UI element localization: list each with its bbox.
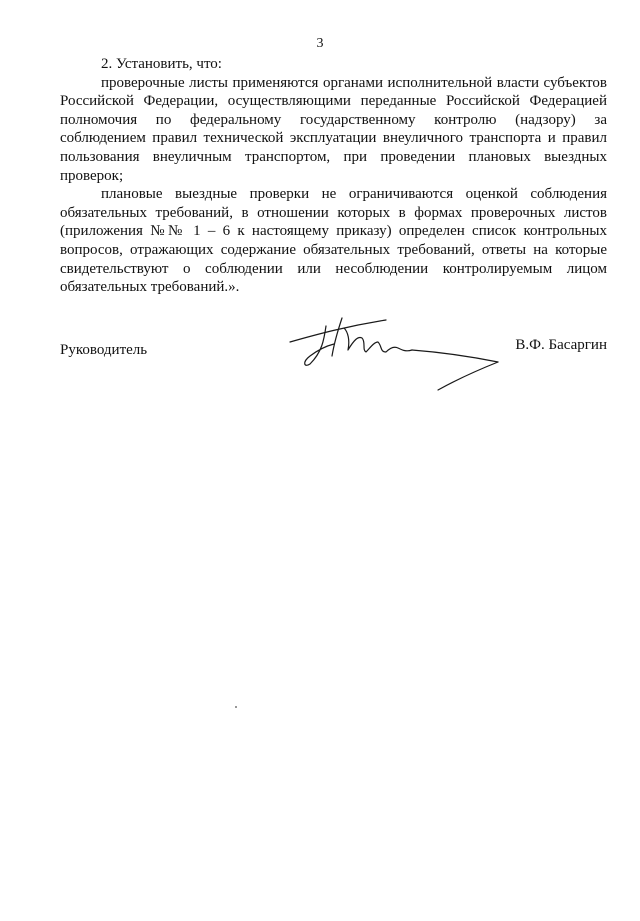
- paragraph-3: плановые выездные проверки не ограничиваются оценкой соблюдения обязательных требований, в отношении которых в формах проверочных листов (приложения №№ 1 – 6 к настоящему приказу) определен список контрольных вопросов, отражающих содержание обязательных требований, ответы на которые свидетельствуют о соблюдении или несоблюдении контролируемым лицом обязательных требований.».: [60, 186, 607, 296]
- signatory-role: Руководитель: [60, 342, 148, 358]
- signature-block: [60, 310, 607, 400]
- body-text: [60, 55, 607, 297]
- handwritten-signature: [288, 310, 508, 396]
- paragraph-1: 2. Установить, что:: [101, 56, 222, 72]
- signature-strokes: [290, 318, 498, 390]
- scan-speck: [235, 706, 237, 708]
- page-number: 3: [316, 36, 324, 51]
- signatory-name: В.Ф. Басаргин: [515, 337, 607, 353]
- paragraph-2: проверочные листы применяются органами исполнительной власти субъектов Российской Федерации, осуществляющими переданные Российской Федерацией полномочия по федеральному государственному контролю (надзору) за соблюдением правил технической эксплуатации внеуличного транспорта и правил пользования внеуличным транспортом, при проведении плановых выездных проверок;: [60, 74, 607, 184]
